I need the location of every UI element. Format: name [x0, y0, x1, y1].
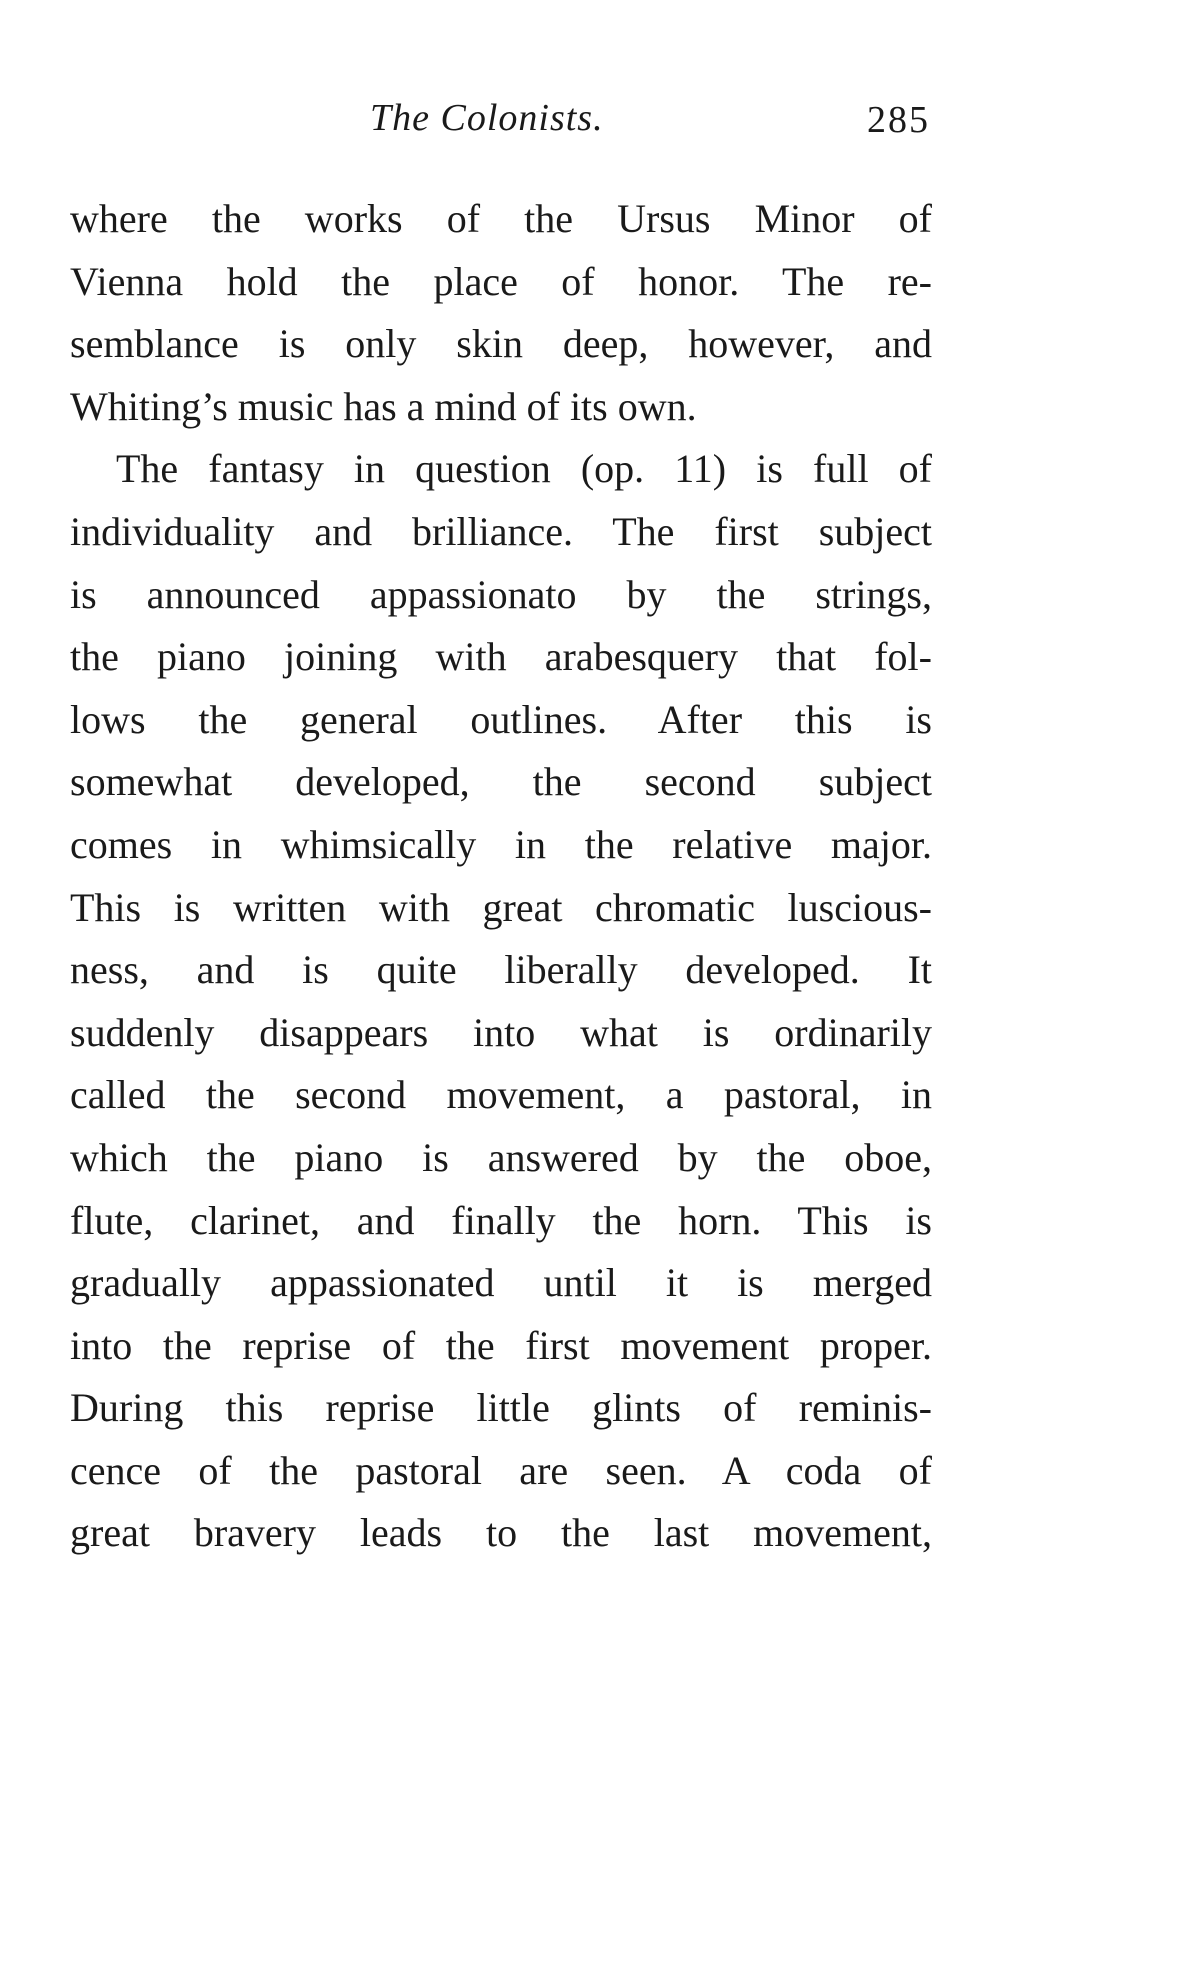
text-line: This is written with great chromatic luscious-: [70, 884, 932, 930]
text-line: the piano joining with arabesquery that fol-: [70, 634, 932, 680]
running-head: [70, 96, 930, 156]
text-line: gradually appassionated until it is merged: [70, 1260, 932, 1306]
text-line: called the second movement, a pastoral, in: [70, 1072, 932, 1118]
text-line: great bravery leads to the last movement,: [70, 1510, 932, 1556]
text-line: which the piano is answered by the oboe,: [70, 1134, 932, 1180]
text-line: where the works of the Ursus Minor of: [70, 196, 932, 241]
paragraph-start-line: The fantasy in question (op. 11) is full of: [116, 446, 932, 492]
text-line: individuality and brilliance. The first subject: [70, 508, 932, 554]
body-text: [70, 188, 932, 1565]
page-number: 285: [867, 99, 930, 141]
text-line: flute, clarinet, and finally the horn. This is: [70, 1197, 932, 1243]
text-line: semblance is only skin deep, however, and: [70, 321, 932, 367]
text-line: lows the general outlines. After this is: [70, 696, 932, 742]
text-line: somewhat developed, the second subject: [70, 759, 932, 805]
text-line: Whiting’s music has a mind of its own.: [70, 383, 697, 429]
text-line: suddenly disappears into what is ordinarily: [70, 1009, 932, 1055]
text-line: cence of the pastoral are seen. A coda of: [70, 1447, 932, 1493]
text-line: Vienna hold the place of honor. The re-: [70, 258, 932, 304]
text-line: comes in whimsically in the relative major.: [70, 821, 932, 867]
text-line: ness, and is quite liberally developed. It: [70, 947, 932, 993]
text-line: into the reprise of the first movement proper.: [70, 1322, 932, 1368]
running-title: The Colonists.: [370, 97, 604, 139]
text-line: is announced appassionato by the strings,: [70, 571, 932, 617]
text-line: During this reprise little glints of reminis-: [70, 1385, 932, 1431]
